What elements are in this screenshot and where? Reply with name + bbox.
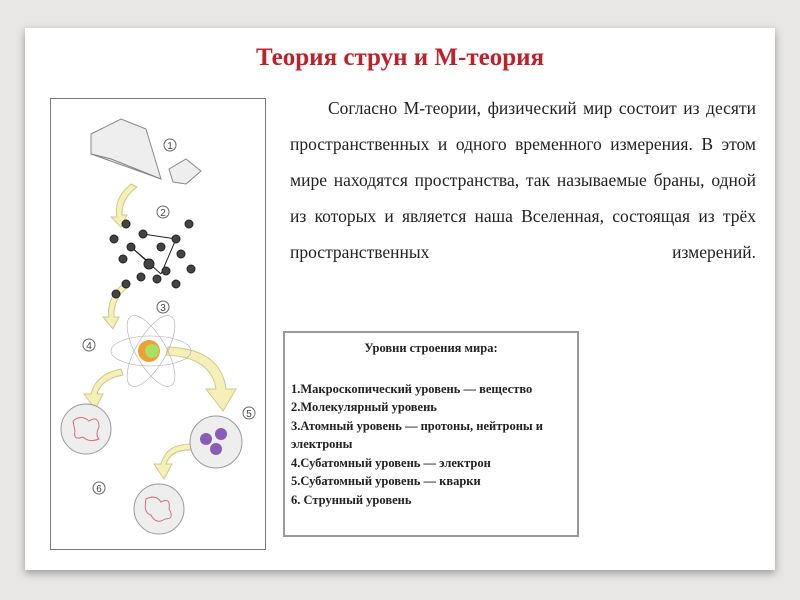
- level-item: 3.Атомный уровень — протоны, нейтроны и электроны: [291, 418, 543, 451]
- quarks-circle-icon: [190, 416, 242, 468]
- label-3: 3: [160, 303, 166, 314]
- slide-title: Теория струн и М-теория: [255, 44, 545, 71]
- level-item: 4.Субатомный уровень — электрон: [291, 455, 491, 470]
- body-paragraph: Согласно М-теории, физический мир состоит из десяти пространственных и одного временного измерения. В этом мире находятся пространства, так называемые браны, одной из которых и является наша Вселенная, состоящая из трёх пространственных измерений.: [290, 98, 756, 262]
- levels-heading: Уровни строения мира:: [364, 341, 498, 355]
- molecule-icon: [110, 220, 195, 298]
- level-item: 2.Молекулярный уровень: [291, 400, 437, 414]
- levels-box: [283, 331, 579, 537]
- label-1: 1: [167, 141, 173, 152]
- level-item: 6. Струнный уровень: [291, 492, 412, 507]
- structure-illustration: [50, 98, 266, 550]
- label-2: 2: [160, 208, 166, 219]
- crystal-icon: [91, 119, 201, 184]
- level-item: 5.Субатомный уровень — кварки: [291, 474, 481, 488]
- level-item: 1.Макроскопический уровень — вещество: [291, 381, 533, 396]
- label-6: 6: [96, 484, 102, 495]
- label-4: 4: [86, 341, 92, 352]
- label-5: 5: [246, 409, 252, 420]
